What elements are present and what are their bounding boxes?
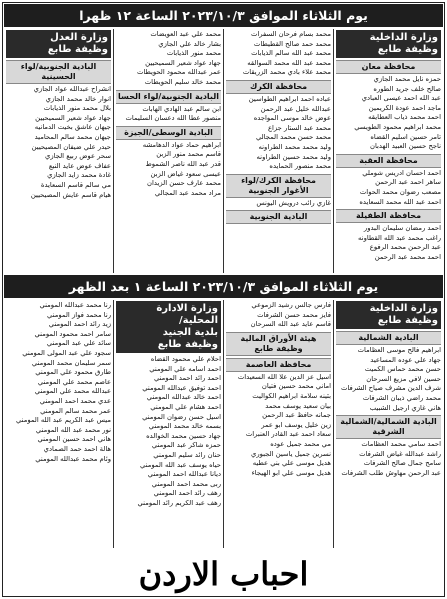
name-entry: محمد علي عبد العويضات <box>150 30 221 38</box>
name-entry: حمزه شاكر عبد المومني <box>151 441 221 450</box>
column-header: وزارة الداخلية وظيفة طابع <box>336 30 441 58</box>
name-entry: مي سالم قاسم السعايدة <box>40 180 111 189</box>
name-entry: اسيل عز الدين علا الله السعيدات <box>237 372 331 381</box>
watermark-footer: احباب الاردن <box>138 555 309 593</box>
name-entry: حيدر علي ضيفان المصيحيين <box>31 142 111 151</box>
name-entry: بشار خالد علي الجازي <box>158 39 221 48</box>
names-column <box>4 29 113 273</box>
name-entry: جيهان محمد سالم المحاميد <box>34 132 111 141</box>
section-title: هيئة الأوراق المالية وظيفة طابع <box>226 332 331 356</box>
name-entry: احمد توفيق عبدالله المومني <box>142 383 221 392</box>
name-entry: هيام قاسم عايش المصيحيين <box>30 190 111 199</box>
name-entry: سحر عوض ربيع الجازي <box>45 152 111 161</box>
name-entry: محمد خالد سليم الحويطات <box>144 77 221 86</box>
names-column <box>223 29 333 273</box>
name-entry: راغب محمد عبد الله القطاونه <box>358 233 441 242</box>
name-entry: مراد محمد عبد المجالي <box>154 188 221 197</box>
name-entry: محمد منور الذيابات <box>166 49 221 58</box>
name-entry: احلام علي محمود القضاه <box>150 355 221 363</box>
name-entry: جهاد علي عوده المساعيد <box>370 355 441 364</box>
name-entry: حسن محمد حماس الكميت <box>364 365 441 374</box>
name-entry: احمد سامي محمد العظامات <box>361 440 441 449</box>
name-entry: قاسم محمد منور الزبن <box>156 150 221 159</box>
name-entry: عباده احمد ابراهيم الطواسين <box>248 94 331 103</box>
names-column <box>113 300 223 548</box>
name-entry: هاني احمد حسين المومني <box>37 435 111 444</box>
names-column <box>223 300 333 548</box>
name-entry: سائد علي عبد المومني <box>46 339 111 348</box>
name-entry: احمد عبد الله محمد السعايده <box>359 197 441 206</box>
name-entry: عوض خالد موسى المواجده <box>253 114 331 123</box>
top-date-banner: يوم الثلاثاء الموافق ٢٠٢٣/١٠/٣ الساعة ١٢ ظهرا <box>4 4 443 27</box>
name-entry: رهف رائد احمد المومني <box>153 489 221 498</box>
name-entry: وليد محمد حسين الطراونه <box>256 152 331 161</box>
name-entry: مي محمد جميل عوده <box>270 439 331 448</box>
name-entry: احمد خالد عبدالله المومني <box>146 393 221 402</box>
name-entry: عفاف عوض عايد النبع <box>48 161 111 170</box>
name-entry: رنا محمد فواز المومني <box>47 310 111 319</box>
name-entry: حسين لافي مزيع السرحان <box>366 374 441 383</box>
name-entry: هالة احمد حمد الصمادي <box>43 444 111 453</box>
name-entry: بلال محمد منور الذيابات <box>43 104 111 113</box>
name-entry: عاصم محمد علي المومني <box>37 377 111 386</box>
name-entry: حياه يوسف عبد الله المومني <box>140 460 221 469</box>
name-entry: ميس عبد الكريم عبد الله المومني <box>16 416 111 425</box>
name-entry: اماني محمد حسين فتيان <box>261 382 331 391</box>
name-entry: محمد منصور الحمايده <box>269 162 331 171</box>
name-entry: ساهر احمد عبد الرحمن <box>375 178 441 187</box>
name-entry: حنان رائد سليم المومني <box>153 450 221 459</box>
name-entry: ناجح حسين العبيد الهدبان <box>369 142 441 151</box>
name-entry: احمد احسان ادريس شوملي <box>362 168 441 177</box>
bottom-columns-grid <box>4 300 443 548</box>
name-entry: سمر سليمان محمد المومني <box>31 358 111 367</box>
name-entry: راشد عبدالله غياض الشرفات <box>359 449 441 458</box>
name-entry: محمد علاء بادي محمد الزريقات <box>242 68 331 77</box>
section-title: محافظة الكرك <box>226 80 331 94</box>
name-entry: محمد حمد صالح القطيطات <box>253 39 331 48</box>
section-title: محافظة الطفيلة <box>336 209 441 223</box>
name-entry: ماجد احمد عودة الكريمين <box>368 103 441 112</box>
column-header: وزارة الداخلية وظيفة طابع <box>336 301 441 329</box>
name-entry: رهف عبد الكريم رائد المومني <box>137 498 221 507</box>
name-entry: تامر حسين اسليم القضاه <box>370 132 441 141</box>
name-entry: غازي رائب درويش اليونس <box>256 198 331 207</box>
name-entry: سجود علي عبد المولى المومني <box>22 348 111 357</box>
section-title: البادية الشمالية/الشمالية الشرقية <box>336 415 441 439</box>
name-entry: احمد رائد احمد المومني <box>153 374 221 383</box>
middle-date-banner: يوم الثلاثاء الموافق ٢٠٢٣/١٠/٣ الساعة ١ بعد الظهر <box>4 275 443 298</box>
name-entry: احمد رمضان سليمان البدور <box>363 224 441 233</box>
name-entry: حمزه نايل محمد الجازي <box>373 75 441 83</box>
name-entry: ربى محمد احمد المومني <box>151 479 221 488</box>
name-entry: احمد محمد ذياب العطايقه <box>368 113 441 122</box>
name-entry: محمد عبد الله محمد السوالقه <box>247 58 331 67</box>
names-column <box>333 300 443 548</box>
name-entry: ديانا عبدالله احمد المومني <box>147 470 221 479</box>
name-entry: جهاد عواد شعير السميحيين <box>35 113 111 122</box>
section-title: البادية الجنوبية/لواء الحسا <box>116 90 221 104</box>
name-entry: احمد اسامه علي المومني <box>149 364 221 373</box>
name-entry: محمد عبد الله سالم الذيابات <box>251 49 331 58</box>
name-entry: هديل موسى علي بني عطيه <box>252 459 331 468</box>
name-entry: جمانه حافظ عبد الرحمن <box>262 411 331 420</box>
name-entry: عمر محمد سالم المومني <box>40 406 111 415</box>
names-column <box>333 29 443 273</box>
name-entry: هاني غازي ارجيل الشبيب <box>369 403 441 412</box>
name-entry: عمر عبدالله محمود الحويطات <box>136 68 221 77</box>
name-entry: رنا محمد عبدالله المومني <box>39 301 111 309</box>
name-entry: زيد رائد احمد المومني <box>48 320 111 329</box>
name-entry: شرف الدين مشرف صياح الشرفات <box>341 384 441 393</box>
name-entry: بسمه خالد محمد المومني <box>148 422 221 431</box>
name-entry: فارس جالس رشيد الزموعي <box>251 301 331 309</box>
section-title: البادية الجنوبية <box>226 210 331 224</box>
newspaper-page <box>2 2 445 597</box>
name-entry: صالح خلف جريد الطوره <box>373 84 441 93</box>
name-entry: عبد الله احمد عيسى العبادي <box>361 94 441 103</box>
name-entry: عبد الرحمن محمد الرفوع <box>369 243 441 252</box>
names-column <box>113 29 223 273</box>
section-title: محافظة العقبة <box>336 154 441 168</box>
name-entry: جهاد عواد شعير السميحيين <box>145 58 221 67</box>
name-entry: جيهان عاشق بخيت الدمانيه <box>34 123 111 132</box>
section-title: محافظة معان <box>336 60 441 74</box>
name-entry: ابراهيم فالح موسى العظامات <box>357 346 441 354</box>
name-entry: قاسم عايد عبد الله السرحان <box>250 320 331 329</box>
section-title: محافظة الكرك/لواء الأغوار الجنوبية <box>226 174 331 198</box>
name-entry: منصور عطا الله دعسان السليمات <box>125 114 221 123</box>
name-entry: هديل موسى علي ابو الهيجاء <box>251 468 331 477</box>
name-entry: انشراح عبدالله عواد الجازي <box>33 85 111 93</box>
name-entry: ابراهيم حماد عواد الدهامشه <box>142 140 221 149</box>
column-header: وزارة العدل وظيفة طابع <box>6 30 111 58</box>
name-entry: عبدالله خليل عبد الرحمن <box>260 104 331 113</box>
name-entry: وليد محمد محمد الطراونه <box>258 142 331 151</box>
name-entry: بيان سعيد يوسف محمد <box>265 401 331 410</box>
name-entry: محمد بسام فرحان السفرات <box>250 30 331 38</box>
name-entry: سعاد احمد عبد القادر العنبرات <box>245 430 331 439</box>
section-title: البادية الجنوبية/لواء الحسينية <box>6 60 111 84</box>
section-title: محافظة العاصمة <box>226 358 331 372</box>
section-title: البادية الوسطى/الجيزة <box>116 126 221 140</box>
name-entry: سامح جمال صالح الشرفات <box>363 459 441 468</box>
top-columns-grid <box>4 29 443 273</box>
name-entry: محمد عارف حسن الزيدان <box>147 179 221 188</box>
name-entry: نور محمد عبد الله المومني <box>35 425 111 434</box>
name-entry: احمد هشام علي المومني <box>150 402 221 411</box>
name-entry: محمد ابراهيم محمود الطويسي <box>354 122 441 131</box>
name-entry: سامر احمد محمود المومني <box>34 329 111 338</box>
name-entry: احمد محمد عبد الرحمن <box>374 252 441 261</box>
name-entry: نسرين جميل ياسين الجبوري <box>251 449 331 458</box>
name-entry: محمد راضي ذيبان الشرفات <box>362 393 441 402</box>
name-entry: غادة محمد زايد الجازي <box>47 171 111 180</box>
name-entry: فايز محمد حسن الشرفات <box>257 310 331 319</box>
name-entry: ابن سالم عبد الهادي الهابات <box>142 104 221 113</box>
name-entry: عيسى سعود غياض الزبن <box>150 169 221 178</box>
name-entry: وئام محمد عبدالله المومني <box>35 454 111 463</box>
name-entry: اسيل حسن رضوان المومني <box>142 412 221 421</box>
name-entry: مصعب رضوان محمد الحوات <box>359 187 441 196</box>
name-entry: انوار خالد محمد الجازي <box>45 94 111 103</box>
name-entry: جهاد حسين محمد الخوالده <box>146 431 221 440</box>
column-header: وزارة الادارة المحلية/ بلدية الجنيد وظيفة طابع <box>116 301 221 353</box>
name-entry: قدر عبد الله ناصر الشموط <box>145 159 221 168</box>
name-entry: محمد عبد الستار جزاع <box>267 123 331 132</box>
name-entry: زين خليل يوسف ابو عمر <box>261 420 331 429</box>
name-entry: بثينه سلامة ابراهيم الكواليت <box>252 391 331 400</box>
name-entry: محمد حسن محمد المجالي <box>255 133 331 142</box>
names-column <box>4 300 113 548</box>
name-entry: عدي محمد احمد المومني <box>39 396 111 405</box>
name-entry: عبدالله محمد علي المومني <box>34 387 111 396</box>
section-title: البادية الشمالية <box>336 331 441 345</box>
name-entry: طارق محمود علي المومني <box>35 368 111 377</box>
name-entry: عبد الرحمن مهاوش طلب الشرفات <box>341 468 441 477</box>
